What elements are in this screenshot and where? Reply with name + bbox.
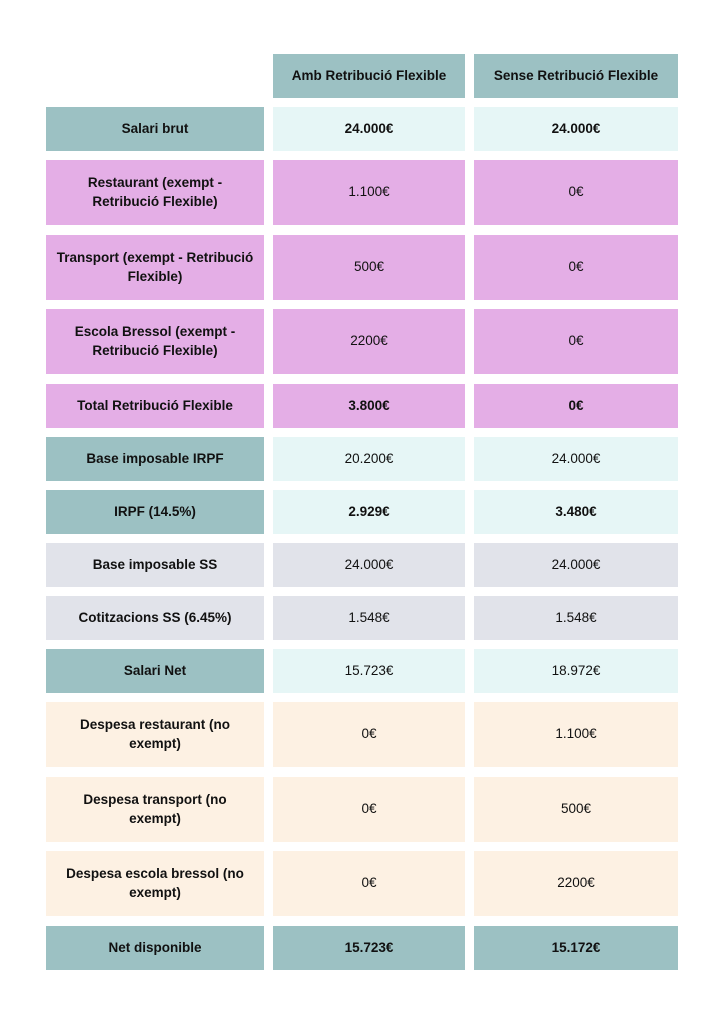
- row-label-transport: Transport (exempt - Retribució Flexible): [46, 235, 264, 300]
- cell-amb-salari-net: 15.723€: [273, 649, 465, 693]
- cell-sense-base-imposable-irpf: 24.000€: [474, 437, 678, 481]
- cell-amb-base-imposable-irpf: 20.200€: [273, 437, 465, 481]
- cell-sense-salari-net: 18.972€: [474, 649, 678, 693]
- row-label-escola-bressol: Escola Bressol (exempt - Retribució Flexible): [46, 309, 264, 374]
- row-label-despesa-escola-bressol: Despesa escola bressol (no exempt): [46, 851, 264, 916]
- cell-amb-transport: 500€: [273, 235, 465, 300]
- cell-sense-salari-brut: 24.000€: [474, 107, 678, 151]
- cell-sense-escola-bressol: 0€: [474, 309, 678, 374]
- cell-sense-base-imposable-ss: 24.000€: [474, 543, 678, 587]
- cell-amb-salari-brut: 24.000€: [273, 107, 465, 151]
- cell-sense-irpf: 3.480€: [474, 490, 678, 534]
- cell-amb-despesa-transport: 0€: [273, 777, 465, 842]
- cell-amb-restaurant: 1.100€: [273, 160, 465, 225]
- row-label-net-disponible: Net disponible: [46, 926, 264, 970]
- cell-amb-irpf: 2.929€: [273, 490, 465, 534]
- cell-sense-transport: 0€: [474, 235, 678, 300]
- row-label-salari-net: Salari Net: [46, 649, 264, 693]
- row-label-base-imposable-ss: Base imposable SS: [46, 543, 264, 587]
- row-label-irpf: IRPF (14.5%): [46, 490, 264, 534]
- cell-sense-despesa-restaurant: 1.100€: [474, 702, 678, 767]
- header-amb-retribucio-flexible: Amb Retribució Flexible: [273, 54, 465, 98]
- cell-amb-despesa-escola-bressol: 0€: [273, 851, 465, 916]
- cell-amb-total-retribucio-flexible: 3.800€: [273, 384, 465, 428]
- cell-amb-escola-bressol: 2200€: [273, 309, 465, 374]
- cell-sense-total-retribucio-flexible: 0€: [474, 384, 678, 428]
- cell-sense-cotitzacions-ss: 1.548€: [474, 596, 678, 640]
- row-label-restaurant: Restaurant (exempt - Retribució Flexible): [46, 160, 264, 225]
- row-label-total-retribucio-flexible: Total Retribució Flexible: [46, 384, 264, 428]
- cell-sense-despesa-escola-bressol: 2200€: [474, 851, 678, 916]
- row-label-salari-brut: Salari brut: [46, 107, 264, 151]
- cell-amb-cotitzacions-ss: 1.548€: [273, 596, 465, 640]
- cell-amb-net-disponible: 15.723€: [273, 926, 465, 970]
- row-label-cotitzacions-ss: Cotitzacions SS (6.45%): [46, 596, 264, 640]
- cell-amb-base-imposable-ss: 24.000€: [273, 543, 465, 587]
- cell-amb-despesa-restaurant: 0€: [273, 702, 465, 767]
- row-label-despesa-transport: Despesa transport (no exempt): [46, 777, 264, 842]
- row-label-base-imposable-irpf: Base imposable IRPF: [46, 437, 264, 481]
- cell-sense-despesa-transport: 500€: [474, 777, 678, 842]
- row-label-despesa-restaurant: Despesa restaurant (no exempt): [46, 702, 264, 767]
- cell-sense-net-disponible: 15.172€: [474, 926, 678, 970]
- header-sense-retribucio-flexible: Sense Retribució Flexible: [474, 54, 678, 98]
- cell-sense-restaurant: 0€: [474, 160, 678, 225]
